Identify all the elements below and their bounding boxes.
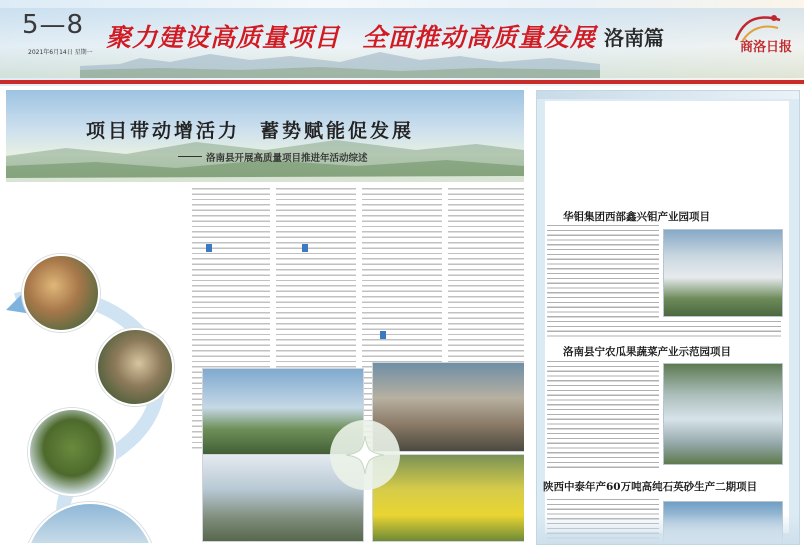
newspaper-logo: 商洛日报 — [740, 40, 793, 55]
project-title-2: 洛南县宁农瓜果蔬菜产业示范园项目 — [563, 346, 731, 358]
photo-farmer-circle — [96, 328, 174, 406]
project-1-photo — [663, 229, 783, 317]
subtitle-dash — [178, 156, 202, 157]
masthead — [0, 0, 804, 86]
project-1-details — [547, 225, 659, 319]
sidebar-bottom-decoration — [537, 514, 799, 544]
headline-part2: 全面推动高质量发展 — [362, 23, 597, 52]
feature-subtitle: 洛南县开展高质量项目推进年活动综述 — [206, 153, 368, 164]
project-title-1: 华钼集团西部鑫兴钼产业园项目 — [563, 211, 710, 223]
sidebar-top-decoration — [537, 91, 799, 99]
project-2-details — [547, 361, 659, 471]
feature-title — [86, 116, 414, 143]
article-subhead — [206, 244, 212, 252]
feature-banner — [6, 90, 524, 182]
photo-harvest-circle — [22, 254, 100, 332]
project-1-details-continued — [547, 321, 781, 339]
projects-sidebar — [536, 90, 800, 545]
issue-date: 2021年6月14日 星期一 — [28, 49, 93, 56]
article-subhead — [380, 331, 386, 339]
feature-title-part2: 蓄势赋能促发展 — [260, 120, 415, 142]
photo-tree-circle — [28, 408, 116, 496]
feature-title-part1: 项目带动增活力 — [86, 120, 241, 142]
feature-article — [6, 90, 524, 543]
page-range: 5—8 — [22, 10, 85, 40]
article-subhead — [302, 244, 308, 252]
project-title-3: 陕西中泰年产60万吨高纯石英砂生产二期项目 — [543, 481, 758, 493]
headline-part1: 聚力建设高质量项目 — [106, 23, 341, 52]
project-2-photo — [663, 363, 783, 465]
section-title: 洛南篇 — [604, 26, 664, 50]
masthead-rule — [0, 80, 804, 84]
decorative-star — [346, 436, 384, 474]
